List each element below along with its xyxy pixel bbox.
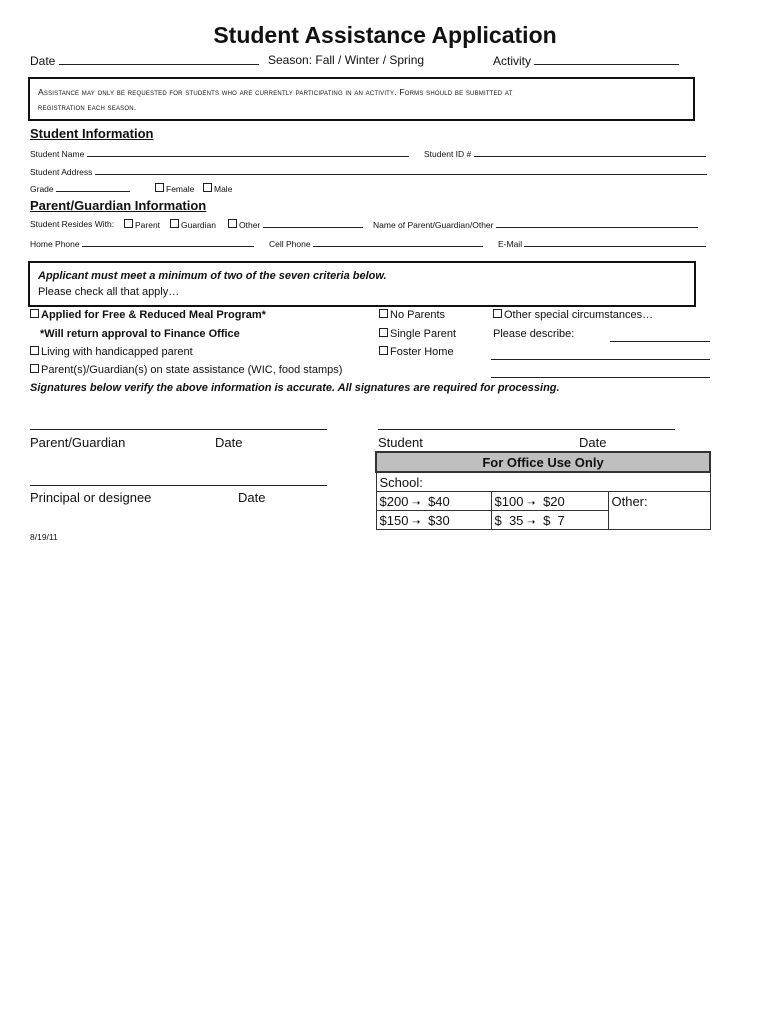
parent-name-line[interactable] [496,219,698,228]
crit-no-parents-option[interactable] [379,309,445,321]
resides-other-checkbox[interactable] [228,219,237,228]
student-name-label: Student Name [30,149,85,159]
sig-principal-date-label: Date [238,490,266,505]
male-option[interactable] [203,183,232,194]
email-label: E-Mail [498,239,523,249]
date-field[interactable] [30,53,259,68]
office-use-table [375,451,711,530]
activity-line[interactable] [534,53,679,65]
female-checkbox[interactable] [155,183,164,192]
arrow-icon: ➝ [412,516,421,528]
resides-parent-label: Parent [135,220,161,230]
crit-no-parents-label: No Parents [390,309,446,321]
student-address-label: Student Address [30,167,93,177]
office-school-cell[interactable] [376,472,710,492]
office-cell-35[interactable] [491,511,608,530]
date-label: Date [30,54,56,68]
home-phone-field[interactable] [30,238,254,249]
notice-line-2: registration each season. [38,102,137,112]
parent-signature-line[interactable] [30,429,327,430]
resides-parent-checkbox[interactable] [124,219,133,228]
office-other-label: Other: [611,494,648,509]
male-label: Male [214,184,233,194]
crit-other-label: Other special circumstances… [504,309,654,321]
home-phone-line[interactable] [82,238,254,247]
crit-meal-option[interactable] [30,309,266,321]
resides-other-line[interactable] [263,219,363,228]
date-line[interactable] [59,53,259,65]
student-info-heading: Student Information [30,126,154,141]
describe-line-2[interactable] [491,359,710,360]
describe-line-1[interactable] [610,341,710,342]
signature-note: Signatures below verify the above information is accurate. All signatures are required for processing. [30,382,560,394]
crit-other-checkbox[interactable] [493,309,502,318]
sig-parent-date-label: Date [215,435,243,450]
crit-meal-checkbox[interactable] [30,309,39,318]
student-address-field[interactable] [30,166,707,177]
arrow-icon: ➝ [527,516,536,528]
cell-phone-label: Cell Phone [269,239,311,249]
student-signature-line[interactable] [378,429,675,430]
describe-line-3[interactable] [491,377,710,378]
please-describe-label: Please describe: [493,328,575,340]
office-use-heading: For Office Use Only [376,452,710,472]
email-line[interactable] [524,238,706,247]
parent-name-field[interactable] [373,219,698,230]
criteria-heading: Applicant must meet a minimum of two of the seven criteria below. [38,270,387,282]
office-school-label: School: [379,474,423,490]
arrow-icon: ➝ [412,497,421,509]
principal-signature-line[interactable] [30,485,327,486]
cell-phone-field[interactable] [269,238,483,249]
office-cell-200[interactable] [376,492,491,511]
crit-other-option[interactable] [493,309,653,321]
crit-handicapped-checkbox[interactable] [30,346,39,355]
student-name-field[interactable] [30,148,409,159]
grade-field[interactable] [30,183,130,194]
criteria-box [28,261,696,307]
male-checkbox[interactable] [203,183,212,192]
student-id-line[interactable] [474,148,706,157]
parent-name-label: Name of Parent/Guardian/Other [373,220,494,230]
crit-meal-label: Applied for Free & Reduced Meal Program* [41,309,266,321]
resides-parent-option[interactable] [124,219,160,230]
crit-single-option[interactable] [379,328,456,340]
office-amount-30: $30 [428,512,450,528]
resides-guardian-label: Guardian [181,220,216,230]
crit-state-option[interactable] [30,364,342,376]
crit-handicapped-option[interactable] [30,346,193,358]
office-amount-100: $100 [494,493,524,509]
footer-date: 8/19/11 [30,532,58,542]
criteria-sub: Please check all that apply… [38,286,180,298]
office-amount-7: $ 7 [543,512,565,528]
student-name-line[interactable] [87,148,409,157]
sig-student-date-label: Date [579,435,607,450]
sig-parent-label: Parent/Guardian [30,435,126,450]
season-label: Season: Fall / Winter / Spring [268,53,425,67]
crit-foster-checkbox[interactable] [379,346,388,355]
sig-student-label: Student [378,435,423,450]
office-amount-40: $40 [428,493,450,509]
office-amount-200: $200 [379,493,409,509]
home-phone-label: Home Phone [30,239,80,249]
crit-state-label: Parent(s)/Guardian(s) on state assistance (WIC, food stamps) [41,364,343,376]
crit-handicapped-label: Living with handicapped parent [41,346,193,358]
cell-phone-line[interactable] [313,238,483,247]
resides-guardian-option[interactable] [170,219,216,230]
crit-foster-option[interactable] [379,346,454,358]
female-option[interactable] [155,183,194,194]
grade-label: Grade [30,184,54,194]
crit-foster-label: Foster Home [390,346,454,358]
resides-guardian-checkbox[interactable] [170,219,179,228]
crit-meal-note: *Will return approval to Finance Office [40,328,240,340]
crit-no-parents-checkbox[interactable] [379,309,388,318]
resides-other-label: Other [239,220,261,230]
email-field[interactable] [498,238,706,249]
sig-principal-label: Principal or designee [30,490,152,505]
crit-state-checkbox[interactable] [30,364,39,373]
office-cell-100[interactable] [491,492,608,511]
notice-line-1: Assistance may only be requested for students who are currently participating in an activity. Forms should be submitted at [38,87,513,97]
office-amount-150: $150 [379,512,409,528]
form-title: Student Assistance Application [213,22,557,48]
student-id-label: Student ID # [424,149,472,159]
female-label: Female [166,184,195,194]
office-amount-20: $20 [543,493,565,509]
crit-single-label: Single Parent [390,328,457,340]
arrow-icon: ➝ [527,497,536,509]
office-cell-150[interactable] [376,511,491,530]
grade-line[interactable] [56,183,130,192]
activity-label: Activity [493,54,532,68]
crit-single-checkbox[interactable] [379,328,388,337]
resides-other-option[interactable] [228,219,363,230]
student-id-field[interactable] [424,148,706,159]
office-amount-35: $ 35 [494,512,524,528]
activity-field[interactable] [493,53,679,68]
parent-info-heading: Parent/Guardian Information [30,198,207,213]
office-other-cell[interactable] [608,492,710,530]
student-address-line[interactable] [95,166,707,175]
resides-label: Student Resides With: [30,219,115,229]
notice-box [28,77,695,121]
